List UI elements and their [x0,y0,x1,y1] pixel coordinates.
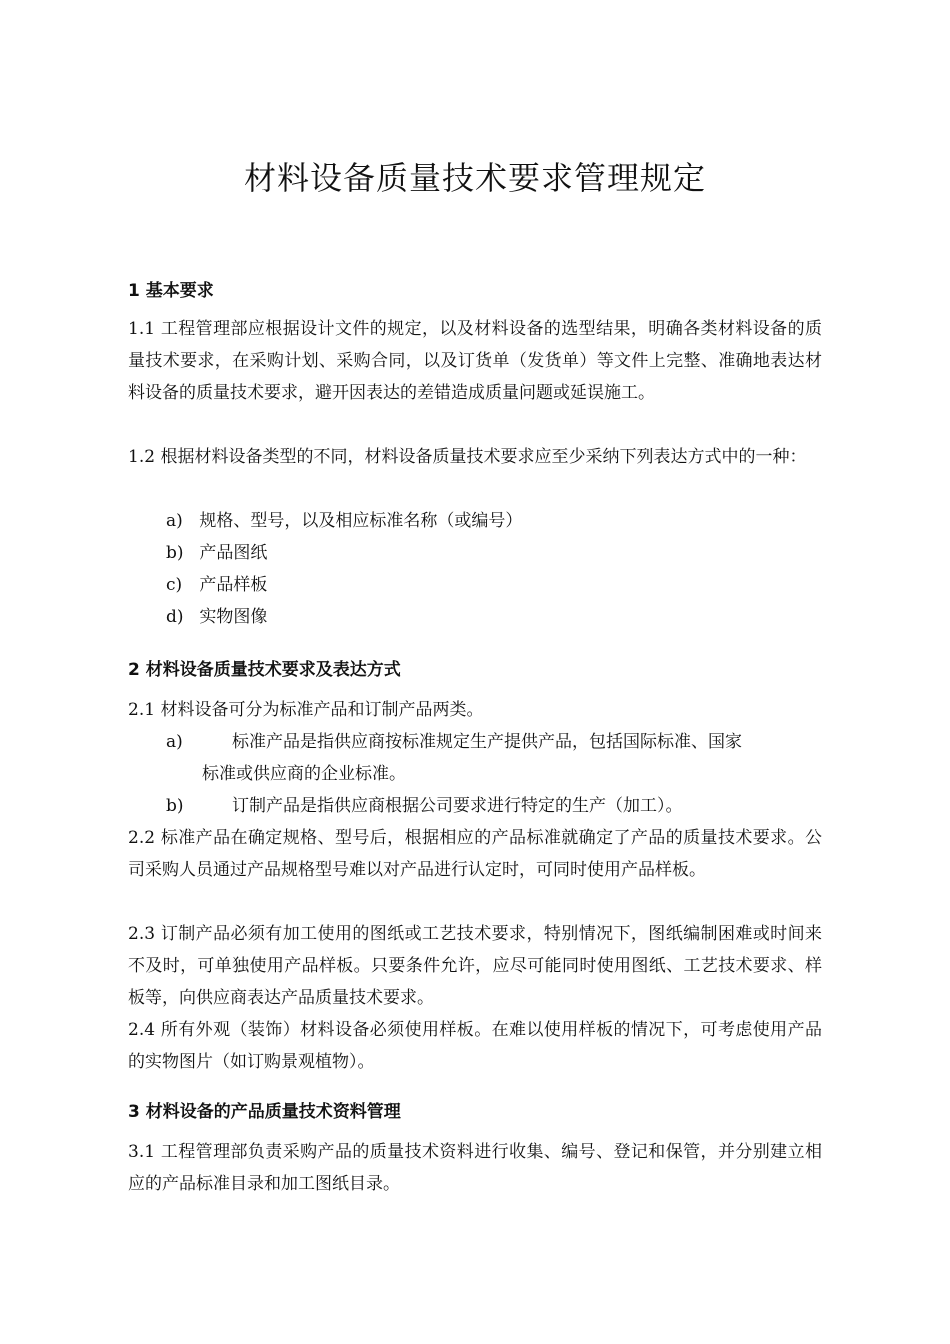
list-marker: a) [166,732,183,752]
document-title: 材料设备质量技术要求管理规定 [243,159,706,197]
paragraph-3-1: 3.1 工程管理部负责采购产品的质量技术资料进行收集、编号、登记和保管，并分别建立相应的产品标准目录和加工图纸目录。 [128,1142,822,1194]
paragraph-2-3: 2.3 订制产品必须有加工使用的图纸或工艺技术要求，特别情况下，图纸编制困难或时间来不及时，可单独使用产品样板。只要条件允许，应尽可能同时使用图纸、工艺技术要求、样板等，向供应商表达产品质量技术要求。 [128,924,822,1008]
paragraph-2-4: 2.4 所有外观（装饰）材料设备必须使用样板。在难以使用样板的情况下，可考虑使用产品的实物图片（如订购景观植物）。 [128,1020,822,1072]
list-text: 规格、型号，以及相应标准名称（或编号） [199,511,523,531]
list-item [166,537,822,569]
list-item [166,569,822,601]
list-text: 产品图纸 [199,543,268,563]
list-item [166,726,822,790]
list-marker: d) [166,607,184,627]
list-marker: a) [166,511,183,531]
list-item [166,505,822,537]
paragraph-1-1: 1.1 工程管理部应根据设计文件的规定，以及材料设备的选型结果，明确各类材料设备的质量技术要求，在采购计划、采购合同，以及订货单（发货单）等文件上完整、准确地表达材料设备的质量技术要求，避开因表达的差错造成质量问题或延误施工。 [128,319,822,403]
list-text: 产品样板 [199,575,268,595]
section-2-heading: 2 材料设备质量技术要求及表达方式 [128,660,401,680]
list-text: 标准产品是指供应商按标准规定生产提供产品，包括国际标准、国家 [232,732,742,752]
list-text-continued: 标准或供应商的企业标准。 [202,764,406,784]
list-marker: b) [166,796,184,816]
list-marker: c) [166,575,183,595]
paragraph-1-2: 1.2 根据材料设备类型的不同，材料设备质量技术要求应至少采纳下列表达方式中的一种： [128,447,807,467]
section-3-heading: 3 材料设备的产品质量技术资料管理 [128,1102,401,1122]
list-text: 订制产品是指供应商根据公司要求进行特定的生产（加工）。 [232,796,683,816]
list-marker: b) [166,543,184,563]
list-item [166,601,822,633]
paragraph-2-2: 2.2 标准产品在确定规格、型号后，根据相应的产品标准就确定了产品的质量技术要求。公司采购人员通过产品规格型号难以对产品进行认定时，可同时使用产品样板。 [128,828,822,880]
paragraph-2-1: 2.1 材料设备可分为标准产品和订制产品两类。 [128,700,484,720]
list-item [166,790,822,822]
list-text: 实物图像 [199,607,268,627]
section-1-heading: 1 基本要求 [128,281,214,301]
